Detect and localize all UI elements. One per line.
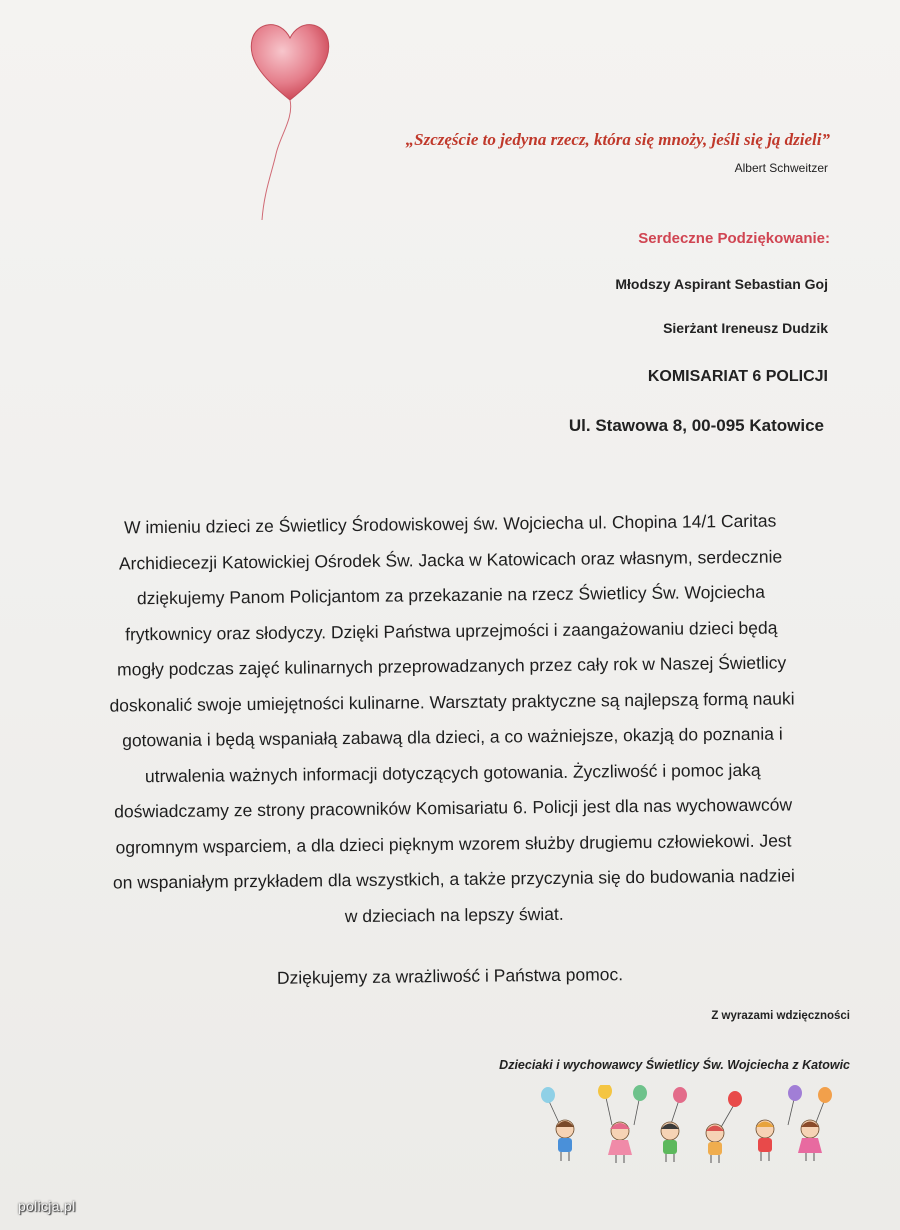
letter-closing: Dziękujemy za wrażliwość i Państwa pomoc. (276, 964, 624, 988)
watermark: policja.pl (18, 1198, 76, 1214)
letter-line: doskonalić swoje umiejętności kulinarne. Warsztaty praktyczne są najlepszą formą nauki (109, 687, 795, 716)
letter-body (70, 503, 834, 937)
thanks-heading: Serdeczne Podziękowanie: (638, 230, 830, 247)
letter-line: frytkownicy oraz słodyczy. Dzięki Państwa uprzejmości i zaangażowaniu dzieci będą (125, 617, 778, 644)
police-unit: KOMISARIAT 6 POLICJI (647, 368, 828, 385)
letter-line: w dzieciach na lepszy świat. (344, 903, 564, 926)
letter-line: Archidiecezji Katowickiej Ośrodek Św. Jacka w Katowicach oraz własnym, serdecznie (118, 546, 783, 573)
regards-line: Z wyrazami wdzięczności (711, 1010, 850, 1022)
quote-text: „Szczęście to jedyna rzecz, która się mnoży, jeśli się ją dzieli” (405, 130, 830, 149)
letter-line: utrwalenia ważnych informacji dotyczących gotowania. Życzliwość i pomoc jaką (144, 759, 761, 786)
recipient-1: Młodszy Aspirant Sebastian Goj (615, 276, 828, 292)
letter-line: ogromnym wsparciem, a dla dzieci pięknym wzorem służby drugiemu człowiekowi. Jest (115, 829, 792, 858)
letter-line: mogły podczas zajęć kulinarnych przeprowadzanych przez cały rok w Naszej Świetlicy (116, 652, 787, 680)
letter-line: on wspaniałym przykładem dla wszystkich, a także przyczynia się do budowania nadziei (112, 865, 795, 893)
heart-balloon-icon (240, 8, 340, 228)
letter-line: W imieniu dzieci ze Świetlicy Środowiskowej św. Wojciecha ul. Chopina 14/1 Caritas (123, 510, 777, 538)
unit-address: Ul. Stawowa 8, 00-095 Katowice (568, 416, 824, 435)
signature: Dzieciaki i wychowawcy Świetlicy Św. Wojciecha z Katowic (499, 1058, 850, 1072)
children-with-balloons-icon (530, 1085, 840, 1165)
letter-line: doświadczamy ze strony pracowników Komisariatu 6. Policji jest dla nas wychowawców (114, 794, 793, 822)
quote-author: Albert Schweitzer (734, 161, 828, 175)
letter-line: dziękujemy Panom Policjantom za przekazanie na rzecz Świetlicy Św. Wojciecha (136, 581, 766, 609)
recipient-2: Sierżant Ireneusz Dudzik (663, 320, 828, 336)
letter-line: gotowania i będą wspaniałą zabawą dla dzieci, a co ważniejsze, okazją do poznania i (122, 723, 783, 751)
